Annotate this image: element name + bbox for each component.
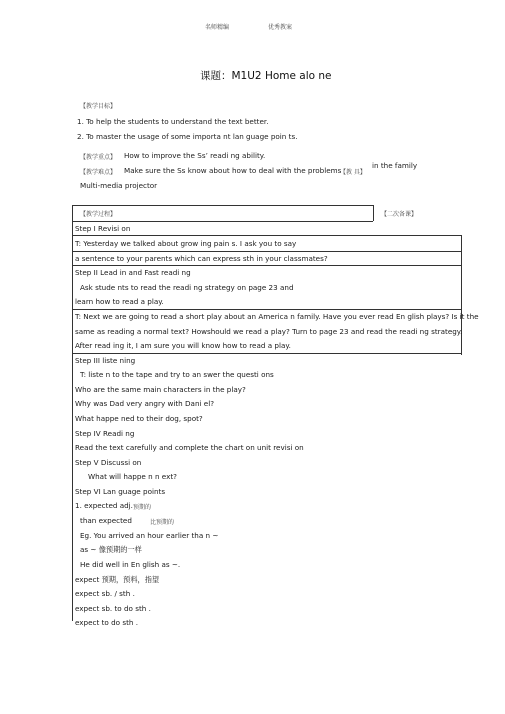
line-24: He did well in En glish as ~.	[80, 560, 181, 569]
line-16: Read the text carefully and complete the chart on unit revisi on	[75, 443, 304, 452]
line-9: After read ing it, I am sure you will know how to read a play.	[75, 341, 291, 350]
line-21-cn: 比预期的	[150, 519, 175, 526]
difficult-point-extra: in the family	[372, 161, 418, 170]
tools-label: 【教 具】	[340, 169, 366, 176]
step-4: Step IV Readi ng	[75, 429, 135, 438]
key-point-label: 【教学重点】	[80, 154, 117, 161]
line-25: expect 预期，预料，指望	[75, 575, 160, 584]
tools-text: Multi-media projector	[80, 181, 158, 190]
line-26: expect sb. / sth .	[75, 589, 135, 598]
line-20-cn: 预期的	[133, 504, 152, 511]
line-22: Eg. You arrived an hour earlier tha n ~	[80, 531, 219, 540]
line-5: Ask stude nts to read the readi ng strategy on page 23 and	[80, 283, 294, 292]
second-prep-label: 【二次备课】	[381, 211, 418, 218]
line-20: 1. expected adj.	[75, 501, 133, 510]
line-6: learn how to read a play.	[75, 297, 164, 306]
header-right: 优秀教案	[268, 24, 293, 31]
step-5: Step V Discussi on	[75, 458, 142, 467]
line-11: T: liste n to the tape and try to an swer the questi ons	[80, 370, 274, 379]
line-3: a sentence to your parents which can express sth in your classmates?	[75, 254, 328, 263]
line-12: Who are the same main characters in the play?	[75, 385, 246, 394]
step-1: Step I Revisi on	[75, 224, 131, 233]
rule-4	[72, 265, 462, 266]
step-6: Step VI Lan guage points	[75, 487, 166, 496]
line-21: than expected	[80, 516, 132, 525]
box-left-top	[72, 205, 73, 221]
line-28: expect to do sth .	[75, 618, 139, 627]
goal-item-1: 1. To help the students to understand the text better.	[77, 117, 269, 126]
difficult-point-text: Make sure the Ss know about how to deal with the problems	[124, 166, 342, 175]
key-point-text: How to improve the Ss’ readi ng ability.	[124, 151, 266, 160]
line-23: as ~ 像预期的一样	[80, 545, 142, 554]
box-right-top	[373, 205, 374, 221]
line-8: same as reading a normal text? Howshould we read a play? Turn to page 23 and read the readi ng strategy.	[75, 327, 463, 336]
left-rule	[72, 221, 73, 621]
step-2: Step II Lead in and Fast readi ng	[75, 268, 191, 277]
box-top	[72, 205, 373, 206]
line-14: What happe ned to their dog, spot?	[75, 414, 203, 423]
line-7: T: Next we are going to read a short play about an America n family. Have you ever read En glish plays? Is it the	[75, 312, 479, 321]
rule-3	[72, 251, 462, 252]
rule-5	[72, 309, 462, 310]
step-3: Step III liste ning	[75, 356, 136, 365]
page-title: 课题：M1U2 Home alo ne	[200, 70, 332, 82]
line-2: T: Yesterday we talked about grow ing pain s. I ask you to say	[75, 239, 297, 248]
line-18: What will happe n n ext?	[88, 472, 177, 481]
rule-1	[72, 221, 373, 222]
goal-item-2: 2. To master the usage of some importa nt lan guage poin ts.	[77, 132, 298, 141]
difficult-point-label: 【教学难点】	[80, 169, 117, 176]
rule-6	[72, 353, 462, 354]
right-rule	[461, 235, 462, 355]
rule-2	[72, 235, 462, 236]
header-left: 名师精编	[205, 24, 230, 31]
goals-label: 【教学目标】	[80, 103, 117, 110]
process-label: 【教学过程】	[80, 211, 117, 218]
line-27: expect sb. to do sth .	[75, 604, 151, 613]
line-13: Why was Dad very angry with Dani el?	[75, 399, 215, 408]
